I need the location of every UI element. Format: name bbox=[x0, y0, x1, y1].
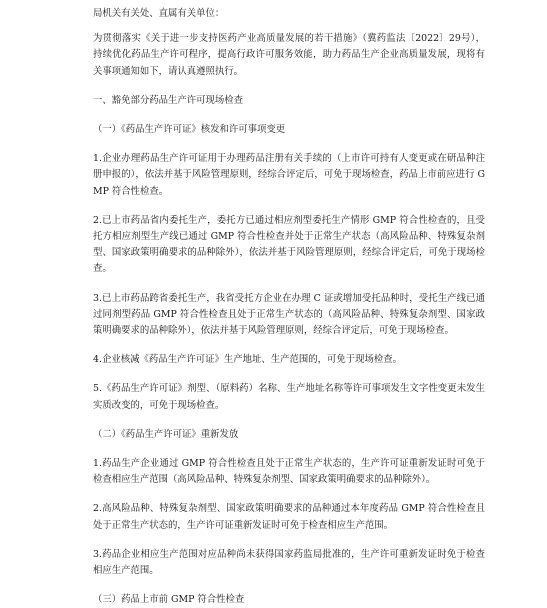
intro-paragraph: 为贯彻落实《关于进一步支持医药产业高质量发展的若干措施》（冀药监法〔2022〕29号），持续优化药品生产许可程序，提高行政许可服务效能，助力药品生产企业高质量发展，现将有关事项通知如下，请认真遵照执行。 bbox=[93, 33, 485, 77]
item-2-3: 3.药品企业相应生产范围对应品种尚未获得国家药监局批准的，生产许可重新发证时免于检查相应生产范围。 bbox=[93, 548, 485, 577]
item-1-5: 5.《药品生产许可证》剂型、（原料药）名称、生产地址名称等许可事项发生文字性变更未发生实质改变的，可免于现场检查。 bbox=[93, 383, 485, 411]
salutation: 局机关有关处、直属有关单位： bbox=[93, 8, 225, 19]
item-1-4: 4.企业核减《药品生产许可证》生产地址、生产范围的，可免于现场检查。 bbox=[93, 354, 402, 366]
item-1-3: 3.已上市药品跨省委托生产，我省受托方企业在办理 C 证或增加受托品种时，受托生产线已通过同剂型药品 GMP 符合性检查且处于正常生产状态的（高风险品种、特殊复杂剂型、国家政策明确要求的品种除外），依法并基于风险管理原则，经综合评定后，可免于现场检查。 bbox=[93, 292, 485, 337]
subsection-heading-2: （二）《药品生产许可证》重新发放 bbox=[93, 428, 239, 440]
item-1-1: 1.企业办理药品生产许可证用于办理药品注册有关手续的（上市许可持有人变更或在研品种注册申报的），依法并基于风险管理原则，经综合评定后，可免于现场检查，药品上市前应进行 GMP 符合性检查。 bbox=[93, 153, 485, 197]
item-2-2: 2.高风险品种、特殊复杂剂型、国家政策明确要求的品种通过本年度药品 GMP 符合性检查且处于正常生产状态的，生产许可证重新发证时可免于检查相应生产范围。 bbox=[93, 503, 485, 531]
item-1-2: 2.已上市药品省内委托生产，委托方已通过相应剂型委托生产情形 GMP 符合性检查的，且受托方相应剂型生产线已通过 GMP 符合性检查并处于正常生产状态（高风险品种、特殊复杂剂型、国家政策明确要求的品种除外），依法并基于风险管理原则，经综合评定后，可免于现场检查。 bbox=[93, 214, 485, 275]
subsection-heading-1: （一）《药品生产许可证》核发和许可事项变更 bbox=[93, 124, 286, 136]
item-2-1: 1.药品生产企业通过 GMP 符合性检查且处于正常生产状态的，生产许可证重新发证时可免于检查相应生产范围（高风险品种、特殊复杂剂型、国家政策明确要求的品种除外）。 bbox=[93, 458, 485, 486]
subsection-heading-3: （三）药品上市前 GMP 符合性检查 bbox=[93, 594, 245, 606]
section-heading-1: 一、豁免部分药品生产许可现场检查 bbox=[93, 94, 244, 106]
